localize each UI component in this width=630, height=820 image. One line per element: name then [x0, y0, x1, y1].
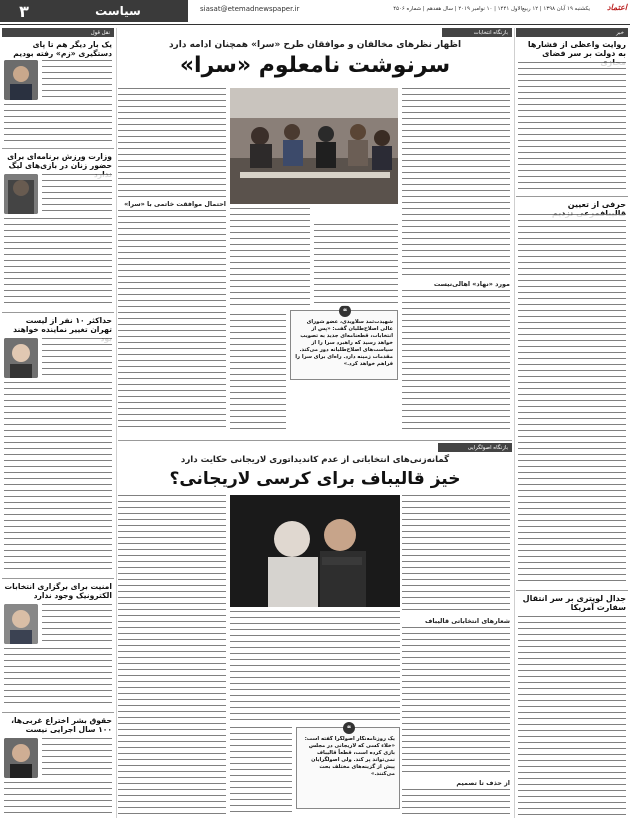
quote-title: حقوق بشر اختراع غربی‌ها، ۱۰۰ سال اجرایی نیست: [11, 716, 112, 734]
item-body: [4, 782, 112, 816]
meeting-photo-graphic: [230, 88, 398, 204]
person-avatar: [4, 604, 38, 644]
story-title: حرفی از تعیین: [567, 200, 626, 209]
portrait-photo: [230, 495, 400, 607]
main-bottom-story: [118, 443, 512, 818]
quote-icon: ❝: [339, 305, 351, 317]
header-divider: [0, 24, 630, 25]
quote-title: وزارت ورزش برنامه‌ای برای حضور زنان در بازی‌های لیگ: [7, 152, 112, 170]
story-headline: سرنوشت نامعلوم «سرا»: [179, 53, 451, 78]
story-subhead: مورد «نهاد» اهالی‌نیست: [433, 280, 510, 288]
story-divider: [118, 440, 512, 441]
avatar-graphic: [4, 174, 38, 214]
item-body: [4, 382, 112, 574]
meeting-photo: [230, 88, 398, 204]
column-rule: [116, 28, 117, 818]
pull-quote: [290, 306, 398, 380]
item-body: [4, 648, 112, 708]
story-body: [230, 314, 286, 430]
story-body: [402, 88, 510, 278]
story-body: [402, 495, 510, 615]
story-headline: خیز قالیباف برای کرسی لاریجانی؟: [169, 469, 461, 489]
story-subhead: احتمال موافقت خاتمی با «سرا»: [124, 200, 226, 208]
column-rule: [514, 28, 515, 818]
story-body: [118, 210, 226, 430]
quote-title: حداکثر ۱۰ نفر از لیست تهران تغییر نماینده خواهند: [13, 316, 112, 334]
person-avatar: [4, 60, 38, 100]
person-avatar: [4, 738, 38, 778]
story-body: [402, 789, 510, 817]
story-subhead: از حذف تا تصمیم: [456, 779, 510, 787]
right-column-tag: خبر: [516, 28, 628, 37]
story-body: [118, 88, 226, 198]
right-column: [516, 28, 628, 818]
portrait-photo-graphic: [230, 495, 400, 607]
story-body: [230, 611, 400, 721]
story-kicker: گمانه‌زنی‌های انتخاباتی از عدم کاندیداتوری لاریجانی حکایت دارد: [180, 455, 450, 465]
story-body: [230, 727, 292, 815]
item-body: [4, 218, 112, 308]
story-subhead: شعارهای انتخاباتی قالیباف: [424, 617, 510, 625]
story-kicker: اظهار نظرهای مخالفان و موافقان طرح «سرا» همچنان ادامه دارد: [168, 40, 462, 50]
item-body: [42, 338, 112, 378]
newspaper-logo: اعتماد: [606, 3, 627, 12]
section-title: سیاست: [48, 0, 188, 22]
page-header: [0, 0, 630, 24]
item-body: [42, 60, 112, 100]
quote-title: امنیت برای برگزاری انتخابات الکترونیک وجود ندارد: [4, 582, 112, 600]
item-body: [42, 604, 112, 644]
quote-icon: ❝: [343, 722, 355, 734]
divider: [516, 590, 628, 591]
item-body: [42, 738, 112, 778]
left-column: [2, 28, 114, 818]
story-body: [402, 627, 510, 777]
person-avatar: [4, 174, 38, 214]
quote-title: یک بار دیگر هم تا پای دستگیری «زم» رفته بودیم: [13, 40, 112, 58]
item-body: [4, 104, 112, 144]
story-body: [518, 214, 626, 584]
site-email[interactable]: siasat@etemadnewspaper.ir: [200, 5, 300, 13]
dateline: یکشنبه ۱۹ آبان ۱۳۹۸ | ۱۲ ربیع‌الاول ۱۴۴۱ | ۱۰ نوامبر ۲۰۱۹ | سال هفدهم | شماره ۴۵۰۶: [393, 6, 590, 12]
divider: [516, 196, 628, 197]
avatar-graphic: [4, 604, 38, 644]
avatar-graphic: [4, 338, 38, 378]
story-tag: بازنگاه انتخابات: [442, 28, 512, 37]
story-tag: بازنگاه اصولگرایی: [438, 443, 512, 452]
avatar-graphic: [4, 738, 38, 778]
story-title: روایت واعظی از فشارها به دولت بر سر فضای: [527, 40, 626, 58]
page-number: ۳: [0, 0, 48, 22]
story-body: [518, 616, 626, 816]
main-top-story: [118, 28, 512, 438]
quote-text: یک روزنامه‌نگار اصولگرا گفته است: «خلاء کسی که لاریجانی در مجلس بازی کرده است، قطعاً قالیباف نمی‌تواند پر کند. ولی اصولگرایان پیش از گزینه‌های مختلف بحث می‌کنند.»: [304, 736, 395, 777]
story-body: [230, 208, 310, 308]
person-avatar: [4, 338, 38, 378]
item-body: [42, 174, 112, 214]
story-title: جدال لویتری بر سر انتقال سفارت آمریکا: [522, 594, 626, 612]
divider: [2, 312, 114, 313]
divider: [2, 578, 114, 579]
divider: [2, 712, 114, 713]
story-body: [118, 495, 226, 815]
story-body: [518, 62, 626, 192]
story-body: [402, 290, 510, 430]
divider: [2, 148, 114, 149]
pull-quote: [296, 723, 400, 809]
story-body: [314, 224, 398, 306]
quote-text: شهیدت‌ثمد سلاویدی، عضو شورای عالی اصلاح‌طلبان گفت: «پس از انتخابات، قطعنامه‌ای جدید به تصویب خواهد رسید که راهبرد سرا را از سیاست‌های اصلاح‌طلبانه دور می‌کند. مقدمات زمینه دارد. راه‌ای برای سرا را فراهم خواهد کرد.»: [295, 319, 393, 367]
left-column-tag: نقل قول: [2, 28, 114, 37]
avatar-graphic: [4, 60, 38, 100]
